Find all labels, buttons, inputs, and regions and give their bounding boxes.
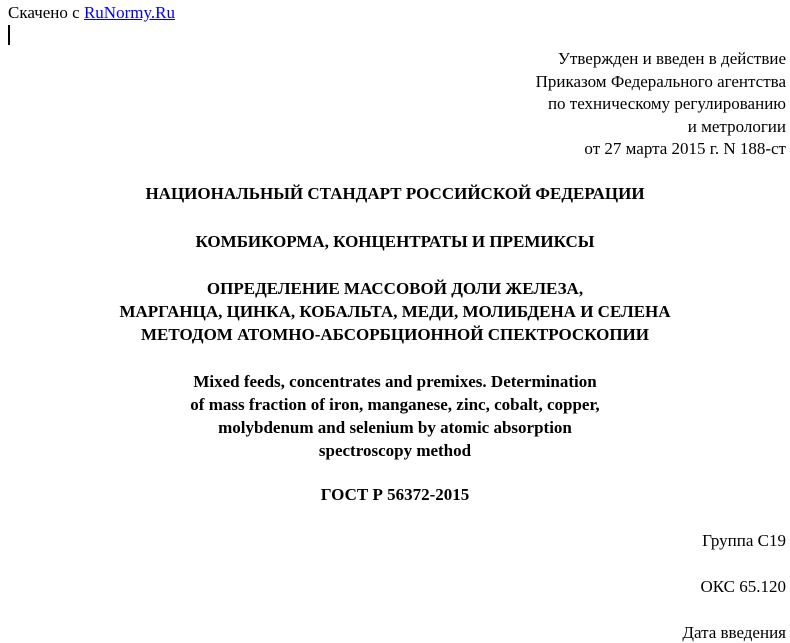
approval-line: и метрологии — [687, 116, 786, 136]
english-line: spectroscopy method — [318, 441, 472, 460]
intro-date-label: Дата введения — [682, 623, 786, 642]
approval-line: по техническому регулированию — [547, 94, 786, 113]
method-heading — [0, 277, 790, 346]
approval-line: Приказом Федерального агентства — [535, 71, 786, 91]
approval-block — [536, 48, 786, 161]
approval-line: Утвержден и введен в действие — [557, 49, 786, 68]
subject-heading: КОМБИКОРМА, КОНЦЕНТРАТЫ И ПРЕМИКСЫ — [195, 232, 595, 251]
approval-line: от 27 марта 2015 г. N 188-ст — [584, 139, 786, 158]
method-line: МАРГАНЦА, ЦИНКА, КОБАЛЬТА, МЕДИ, МОЛИБДЕНА И СЕЛЕНА — [119, 302, 671, 321]
english-line: molybdenum and selenium by atomic absorption — [218, 418, 572, 437]
english-title — [0, 370, 790, 462]
method-line: ОПРЕДЕЛЕНИЕ МАССОВОЙ ДОЛИ ЖЕЛЕЗА, — [206, 279, 584, 298]
english-line: of mass fraction of iron, manganese, zinc, cobalt, copper, — [190, 395, 600, 414]
method-line: МЕТОДОМ АТОМНО-АБСОРБЦИОННОЙ СПЕКТРОСКОПИИ — [141, 325, 649, 344]
text-cursor — [8, 25, 10, 45]
gost-number: ГОСТ Р 56372-2015 — [320, 485, 470, 504]
group-code: Группа С19 — [702, 531, 786, 550]
standard-type-heading: НАЦИОНАЛЬНЫЙ СТАНДАРТ РОССИЙСКОЙ ФЕДЕРАЦИИ — [145, 184, 645, 203]
english-line: Mixed feeds, concentrates and premixes. Determination — [193, 372, 597, 391]
runormy-link[interactable]: RuNormy.Ru — [83, 3, 175, 22]
downloaded-prefix: Скачено с — [8, 3, 80, 22]
download-source-line — [8, 3, 175, 23]
oks-code: ОКС 65.120 — [700, 577, 786, 596]
